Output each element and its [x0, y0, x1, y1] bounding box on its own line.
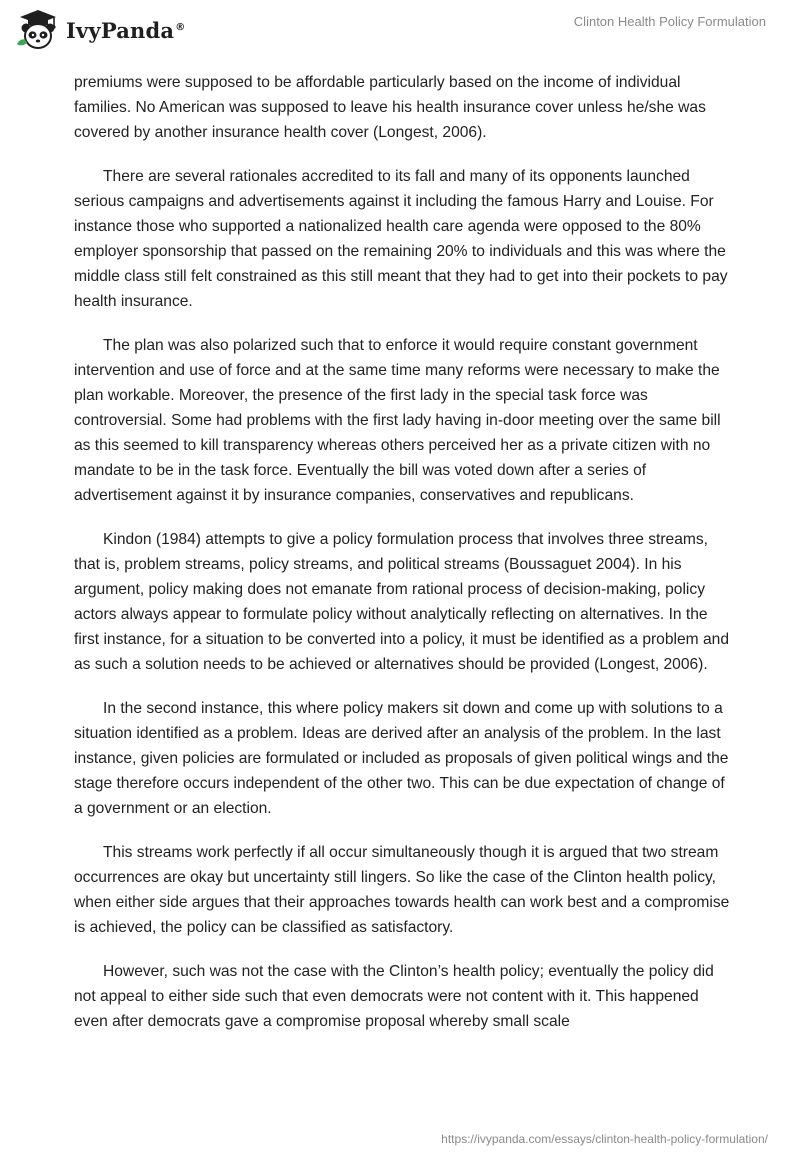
- paragraph: There are several rationales accredited to its fall and many of its opponents launched serious campaigns and advertisements against it including the famous Harry and Louise. For instance those who supported a nationalized health care agenda were opposed to the 80% employer sponsorship that passed on the remaining 20% to individuals and this was where the middle class still felt constrained as this still meant that they had to get into their pockets to pay health insurance.: [74, 168, 728, 310]
- paragraph: This streams work perfectly if all occur simultaneously though it is argued that two stream occurrences are okay but uncertainty still lingers. So like the case of the Clinton health policy, when either side argues that their approaches towards health can work best and a compromise is achieved, the policy can be classified as satisfactory.: [74, 844, 730, 936]
- page-header: [0, 0, 800, 60]
- registered-mark: ®: [175, 21, 186, 33]
- paragraph: Kindon (1984) attempts to give a policy formulation process that involves three streams, that is, problem streams, policy streams, and political streams (Boussaguet 2004). In his argument, policy making does not emanate from rational process of decision-making, policy actors always appear to formulate policy without analytically reflecting on alternatives. In the first instance, for a situation to be converted into a policy, it must be identified as a problem and as such a solution needs to be achieved or alternatives should be provided (Longest, 2006).: [74, 531, 730, 673]
- ivypanda-logo[interactable]: [14, 8, 185, 52]
- essay-body: [74, 70, 730, 1053]
- document-title: Clinton Health Policy Formulation: [573, 14, 766, 29]
- panda-graduate-icon: [14, 8, 62, 52]
- paragraph: premiums were supposed to be affordable particularly based on the income of individual families. No American was supposed to leave his health insurance cover unless he/she was covered by another insurance health cover (Longest, 2006).: [74, 74, 706, 141]
- paragraph: The plan was also polarized such that to enforce it would require constant government intervention and use of force and at the same time many reforms were necessary to make the plan workable. Moreover, the presence of the first lady in the special task force was controversial. Some had problems with the first lady having in-door meeting over the same bill as this seemed to kill transparency whereas others perceived her as a private citizen with no mandate to be in the task force. Eventually the bill was voted down after a series of advertisement against it by insurance companies, conservatives and republicans.: [74, 337, 721, 504]
- paragraph: However, such was not the case with the Clinton’s health policy; eventually the policy did not appeal to either side such that even democrats were not content with it. This happened even after democrats gave a compromise proposal whereby small scale: [74, 963, 714, 1030]
- source-url[interactable]: https://ivypanda.com/essays/clinton-health-policy-formulation/: [441, 1132, 768, 1146]
- brand-name: IvyPanda®: [66, 17, 186, 43]
- paragraph: In the second instance, this where policy makers sit down and come up with solutions to a situation identified as a problem. Ideas are derived after an analysis of the problem. In the last instance, given policies are formulated or included as proposals of given political wings and the stage therefore occurs independent of the other two. This can be due expectation of change of a government or an election.: [74, 700, 729, 817]
